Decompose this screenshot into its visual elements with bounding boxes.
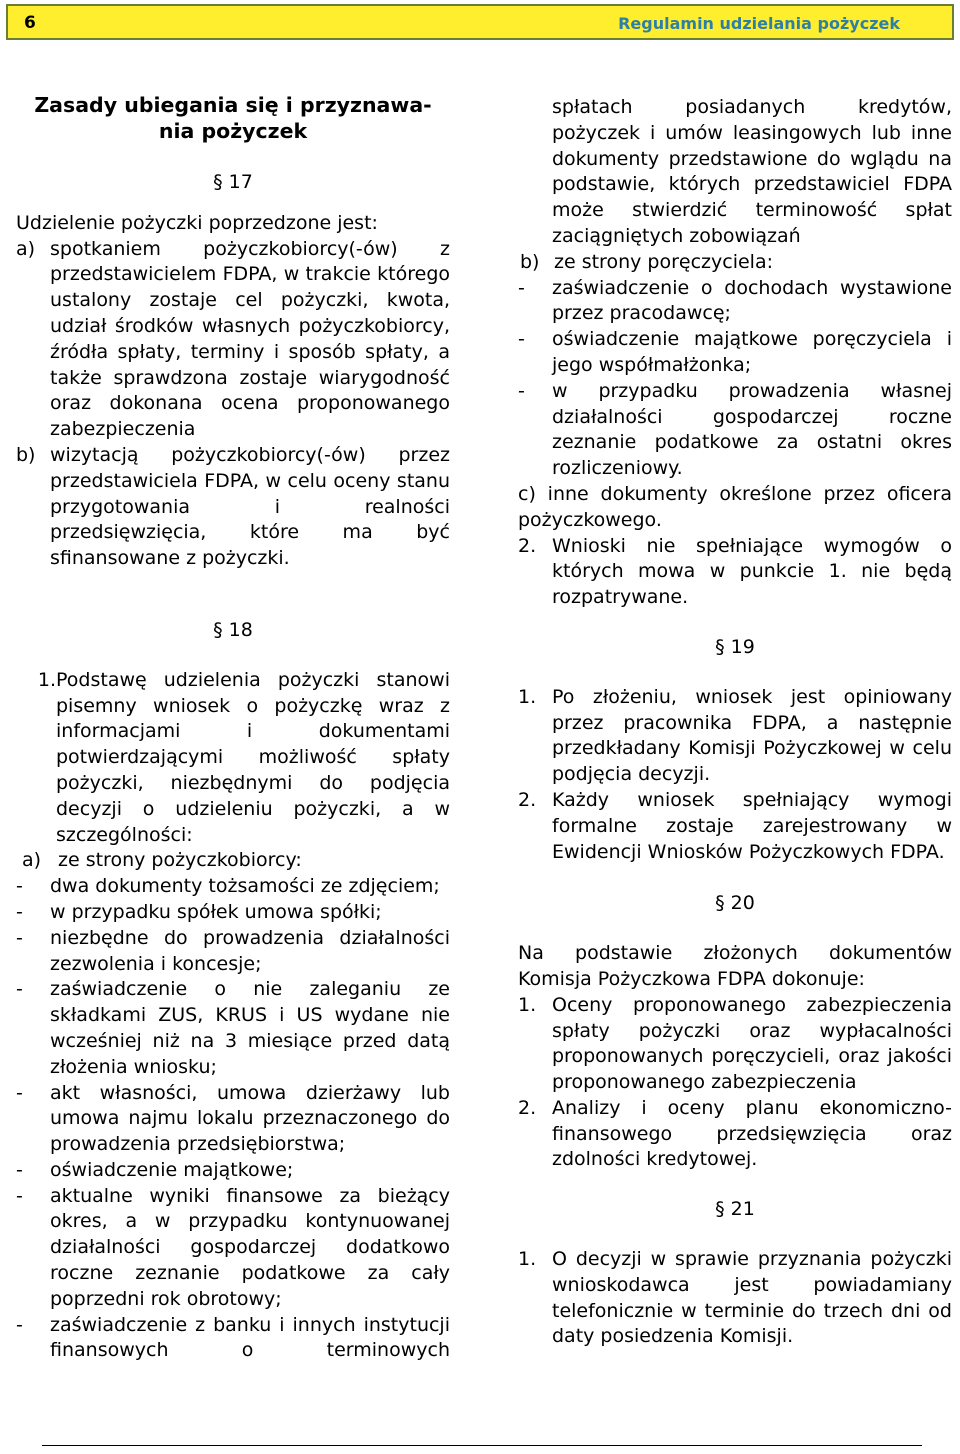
dash-marker: - [16, 1313, 23, 1336]
list-item [16, 443, 450, 572]
list-marker: a) [22, 849, 42, 872]
section-heading [16, 92, 450, 144]
list-item [16, 1184, 450, 1313]
page-header [6, 4, 954, 40]
continued-item [518, 95, 952, 250]
dash-marker: - [16, 900, 23, 923]
list-text: zaświadczenie o nie zaleganiu ze składkami ZUS, KRUS i US wydane nie wcześniej niż na 3 miesiące przed datą złożenia wniosku; [50, 978, 450, 1078]
list-item [16, 874, 450, 900]
paragraph-21-title: § 21 [715, 1198, 755, 1221]
list-text: Wnioski nie spełniające wymogów o których mowa w punkcie 1. nie będą rozpatrywane. [552, 534, 952, 609]
footer-divider [42, 1445, 922, 1446]
list-item [16, 237, 450, 443]
document-title: Regulamin udzielania pożyczek [618, 14, 900, 33]
list-item [518, 685, 952, 788]
list-text: zaświadczenie z banku i innych instytucji finansowych o terminowych [50, 1313, 450, 1362]
list-text: ze strony poręczyciela: [554, 250, 773, 273]
dash-marker: - [16, 1081, 23, 1104]
dash-marker: - [16, 926, 23, 949]
list-marker: b) [16, 443, 36, 466]
list-text: spłatach posiadanych kredytów, pożyczek i umów leasingowych lub inne dokumenty przedstawione do wglądu na podstawie, których przedstawiciel FDPA może stwierdzić terminowość spłat zaciągniętych zobowiązań [552, 96, 952, 247]
list-item [518, 788, 952, 865]
list-text: dwa dokumenty tożsamości ze zdjęciem; [50, 875, 440, 898]
dash-marker: - [518, 328, 525, 351]
list-text: O decyzji w sprawie przyznania pożyczki wnioskodawca jest powiadamiany telefonicznie w terminie do trzech dni od daty posiedzenia Komisji. [552, 1248, 952, 1348]
list-item [16, 926, 450, 978]
list-marker: 1. [518, 1248, 537, 1271]
list-marker: 2. [518, 1096, 537, 1119]
dash-marker: - [16, 978, 23, 1001]
dash-marker: - [16, 1184, 23, 1207]
paragraph-c: c) inne dokumenty określone przez oficera pożyczkowego. [518, 482, 952, 531]
list-item [518, 993, 952, 1096]
paragraph-19-title: § 19 [715, 635, 755, 658]
page-number: 6 [24, 13, 36, 33]
paragraph-17-title: § 17 [213, 171, 253, 193]
left-column [16, 92, 450, 1364]
list-marker: 2. [518, 534, 537, 557]
list-marker [16, 668, 56, 849]
list-marker: 1. [518, 685, 537, 708]
list-text: Po złożeniu, wniosek jest opiniowany przez pracownika FDPA, a następnie przedkładany Komisji Pożyczkowej w celu podjęcia decyzji. [552, 685, 952, 786]
list-item [518, 534, 952, 611]
paragraph-17-intro: Udzielenie pożyczki poprzedzone jest: [16, 211, 378, 234]
list-item [16, 1313, 450, 1365]
list-text: spotkaniem pożyczkobiorcy(-ów) z przedstawicielem FDPA, w trakcie którego ustalony zostaje cel pożyczki, kwota, udział środków własnych pożyczkobiorcy, źródła spłaty, terminy i sposób spłaty, a także sprawdzona zostaje wiarygodność oraz dokonana ocena proponowanego zabezpieczenia [50, 237, 450, 441]
list-item [16, 900, 450, 926]
list-marker: 1. [518, 993, 537, 1016]
list-item [518, 276, 952, 328]
list-item [16, 1081, 450, 1158]
list-item [16, 848, 450, 874]
list-text: w przypadku spółek umowa spółki; [50, 900, 382, 923]
dash-marker: - [16, 875, 23, 898]
list-item [518, 250, 952, 276]
list-item [16, 1158, 450, 1184]
list-text: aktualne wyniki finansowe za bieżący okres, a w przypadku kontynuowanej działalności gospodarczej dodatkowo roczne zeznanie podatkowe za cały poprzedni rok obrotowy; [50, 1184, 450, 1310]
list-item [518, 1096, 952, 1173]
list-item [16, 668, 450, 849]
list-item [518, 379, 952, 482]
list-text: Oceny proponowanego zabezpieczenia spłaty pożyczki oraz wypłacalności proponowanych poręczycieli, oraz jakości proponowanego zabezpieczenia [552, 993, 952, 1094]
list-text: akt własności, umowa dzierżawy lub umowa najmu lokalu przeznaczonego do prowadzenia przedsiębiorstwa; [50, 1081, 450, 1156]
list-text: Analizy i oceny planu ekonomiczno-finansowego przedsięwzięcia oraz zdolności kredytowej. [552, 1096, 952, 1171]
list-item [16, 977, 450, 1080]
list-text: niezbędne do prowadzenia działalności zezwolenia i koncesje; [50, 926, 450, 975]
list-text: Podstawę udzielenia pożyczki stanowi pisemny wniosek o pożyczkę wraz z informacjami i dokumentami potwierdzającymi możliwość spłaty pożyczki, niezbędnymi do podjęcia decyzji o udzieleniu pożyczki, a w szczególności: [56, 668, 450, 846]
list-text: oświadczenie majątkowe poręczyciela i jego współmałżonka; [552, 328, 952, 376]
right-column [518, 95, 952, 1350]
list-marker-text: 1. [37, 668, 56, 691]
list-text: w przypadku prowadzenia własnej działalności gospodarczej roczne zeznanie podatkowe za ostatni okres rozliczeniowy. [552, 379, 952, 480]
list-text: zaświadczenie o dochodach wystawione przez pracodawcę; [552, 276, 952, 325]
paragraph-20-title: § 20 [715, 892, 755, 915]
list-item [518, 1247, 952, 1350]
paragraph-18-title: § 18 [213, 618, 253, 641]
dash-marker: - [518, 379, 525, 402]
list-marker: a) [16, 237, 36, 260]
list-marker: b) [520, 250, 540, 273]
list-marker: 2. [518, 788, 537, 811]
list-text: Każdy wniosek spełniający wymogi formalne zostaje zarejestrowany w Ewidencji Wniosków Pożyczkowych FDPA. [552, 788, 952, 863]
list-text: oświadczenie majątkowe; [50, 1158, 294, 1181]
list-text: ze strony pożyczkobiorcy: [58, 849, 302, 872]
paragraph-20-intro: Na podstawie złożonych dokumentów Komisja Pożyczkowa FDPA dokonuje: [518, 942, 952, 990]
list-item [518, 327, 952, 379]
dash-marker: - [518, 276, 525, 299]
dash-marker: - [16, 1158, 23, 1181]
heading-line-1: Zasady ubiegania się i przyznawa- [34, 93, 432, 117]
list-text: wizytacją pożyczkobiorcy(-ów) przez przedstawiciela FDPA, w celu oceny stanu przygotowania i realności przedsięwzięcia, które ma być sfinansowane z pożyczki. [50, 443, 450, 570]
heading-line-2: nia pożyczek [158, 119, 308, 143]
